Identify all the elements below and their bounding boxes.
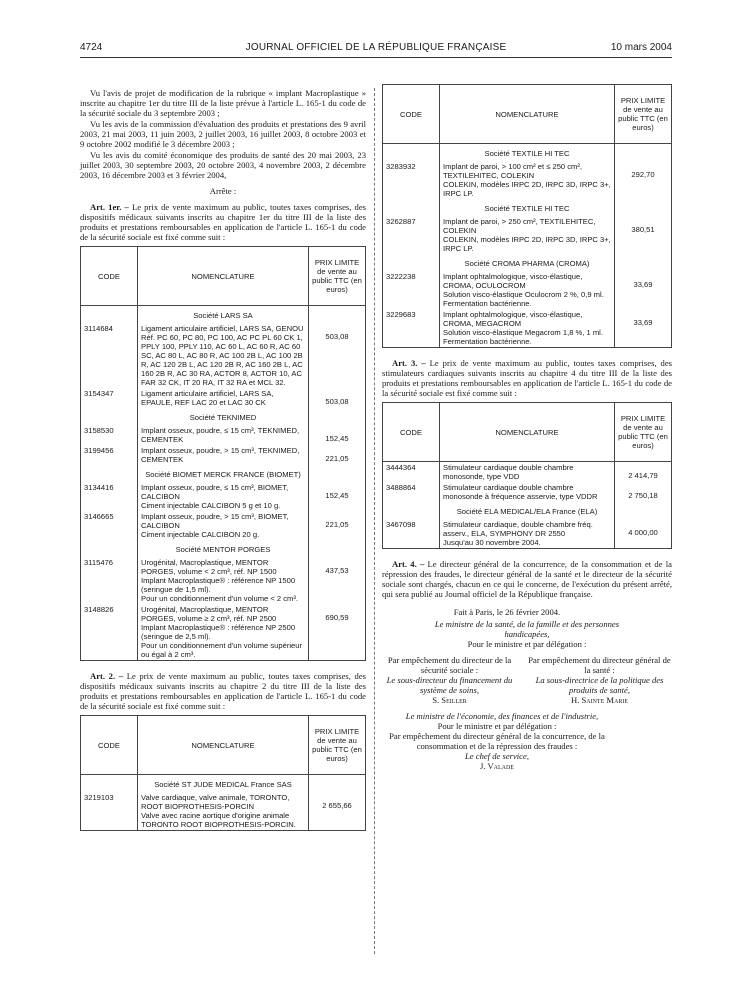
product-code: 3219103: [81, 792, 138, 831]
price-cell: [309, 792, 366, 831]
nomenclature-line: Pour un conditionnement d'un volume supérieur ou égal à 2 cm³.: [141, 641, 303, 659]
price-cell: [615, 502, 672, 519]
price-cell: [615, 462, 672, 483]
col-header-nomenclature: NOMENCLATURE: [440, 403, 615, 462]
nomenclature-line: Valve avec racine aortique d'origine animale TORONTO ROOT BIOPROTHESIS-PORCIN.: [141, 811, 296, 829]
table-row: [81, 323, 366, 388]
product-code: 3114684: [81, 323, 138, 388]
nomenclature-line: Ciment injectable CALCIBON 20 g.: [141, 530, 260, 539]
price-value: 152,45: [325, 434, 349, 443]
article-label: Art. 4. –: [392, 559, 425, 569]
nomenclature-cell: [138, 792, 309, 831]
column-divider: [374, 88, 375, 954]
table-row: [383, 161, 672, 199]
company-row: [81, 540, 366, 557]
code-cell: [81, 408, 138, 425]
article-label: Art. 3. –: [392, 358, 426, 368]
article-text: Le prix de vente maximum au public, toutes taxes comprises, des dispositifs médicaux suivants inscrits au chapitre 2 du titre III de la liste des produits et prestations remboursables en application de l'article L. 165-1 du code de la sécurité sociale est fixé comme suit :: [80, 671, 366, 711]
table-row: [81, 557, 366, 604]
price-value: 2 750,18: [628, 491, 658, 500]
product-code: 3488864: [383, 482, 440, 502]
nomenclature-line: COLEKIN, modèles IRPC 2D, IRPC 3D, IRPC 3+, IRPC LP.: [443, 235, 611, 253]
signature-block: [382, 607, 672, 771]
price-value: 503,08: [325, 397, 349, 406]
product-code: 3148826: [81, 604, 138, 661]
col-header-nomenclature: NOMENCLATURE: [138, 247, 309, 306]
header-rule: [80, 57, 672, 58]
nomenclature-cell: [440, 216, 615, 254]
intro-paragraph: Vu les avis du comité économique des produits de santé des 20 mai 2003, 23 juillet 2003, 30 septembre 2003, 20 octobre 2003, 4 novembre 2003, 2 décembre 2003, 16 décembre 2003 et 3 février 2004,: [80, 150, 366, 180]
signatory-name: H. Sainte Marie: [570, 695, 629, 705]
nomenclature-line: Implant osseux, poudre, ≤ 15 cm³, BIOMET, CALCIBON: [141, 483, 289, 501]
price-value: 2 655,66: [322, 801, 352, 810]
right-column: [382, 84, 672, 771]
nomenclature-line: Urogénital, Macroplastique, MENTOR PORGES, volume ≥ 2 cm³, réf. NP 2500: [141, 605, 277, 623]
col-header-code: CODE: [383, 403, 440, 462]
journal-title: JOURNAL OFFICIEL DE LA RÉPUBLIQUE FRANÇAISE: [245, 42, 507, 53]
nomenclature-cell: [440, 309, 615, 348]
price-cell: [309, 557, 366, 604]
signature-right: [527, 655, 672, 705]
company-row: [81, 775, 366, 793]
table-row: [81, 792, 366, 831]
nomenclature-line: Implant Macroplastique® : référence NP 1500 (seringue de 1,5 ml).: [141, 576, 296, 594]
price-cell: [309, 511, 366, 540]
nomenclature-cell: [138, 511, 309, 540]
product-code: 3262887: [383, 216, 440, 254]
product-code: 3199456: [81, 445, 138, 465]
table-row: [383, 519, 672, 549]
nomenclature-line: Pour un conditionnement d'un volume < 2 cm³.: [141, 594, 298, 603]
minister-title: Le ministre de la santé, de la famille et des personnes handicapées,: [434, 619, 620, 639]
company-name: Société LARS SA: [138, 306, 309, 324]
article-4: [382, 559, 672, 599]
table-row: [81, 604, 366, 661]
signature-text: Par empêchement du directeur général de la santé :: [528, 655, 671, 675]
nomenclature-cell: [440, 519, 615, 549]
price-cell: [615, 161, 672, 199]
price-cell: [309, 465, 366, 482]
signature-text: Par empêchement du directeur de la sécurité sociale :: [387, 655, 512, 675]
nomenclature-line: Jusqu'au 30 novembre 2004.: [443, 538, 541, 547]
code-cell: [383, 199, 440, 216]
price-value: 33,69: [633, 280, 653, 289]
code-cell: [81, 540, 138, 557]
price-value: 2 414,79: [628, 471, 658, 480]
company-name: Société TEXTILE HI TEC: [440, 199, 615, 216]
product-code: 3283932: [383, 161, 440, 199]
price-cell: [309, 425, 366, 445]
nomenclature-line: Implant de paroi, > 100 cm² et ≤ 250 cm², TEXTILEHITEC, COLEKIN: [443, 162, 583, 180]
place-date: Fait à Paris, le 26 février 2004.: [453, 607, 561, 617]
col-header-price: PRIX LIMITE de vente au public TTC (en euros): [309, 247, 366, 306]
col-header-code: CODE: [81, 716, 138, 775]
company-row: [383, 254, 672, 271]
intro-paragraph: Vu l'avis de projet de modification de la rubrique « implant Macroplastique » inscrite au chapitre 1er du titre III de la liste prévue à l'article L. 165-1 du code de la sécurité sociale du 3 septembre 2003 ;: [80, 88, 366, 118]
article-2: [80, 671, 366, 711]
product-code: 3134416: [81, 482, 138, 511]
intro-paragraph: Vu les avis de la commission d'évaluation des produits et prestations des 9 avril 2003, 21 mai 2003, 11 juin 2003, 2 juillet 2003, 16 juillet 2003, 8 octobre 2003 et 9 octobre 2002 modifié le 3 décembre 2003 ;: [80, 119, 366, 149]
signatory-title: Le sous-directeur du financement du système de soins,: [386, 675, 513, 695]
article-label: Art. 1er. –: [90, 202, 129, 212]
delegation-line: Pour le ministre et par délégation :: [437, 721, 557, 731]
table-row: [383, 309, 672, 348]
price-cell: [309, 445, 366, 465]
col-header-code: CODE: [81, 247, 138, 306]
article-label: Art. 2. –: [90, 671, 124, 681]
price-value: 4 000,00: [628, 528, 658, 537]
product-code: 3158530: [81, 425, 138, 445]
signatory-title: La sous-directrice de la politique des produits de santé,: [535, 675, 664, 695]
nomenclature-cell: [138, 425, 309, 445]
article-3: [382, 358, 672, 398]
company-name: Société ELA MEDICAL/ELA France (ELA): [440, 502, 615, 519]
company-row: [81, 306, 366, 324]
company-name: Société BIOMET MERCK FRANCE (BIOMET): [138, 465, 309, 482]
price-value: 221,05: [325, 454, 349, 463]
product-code: 3229683: [383, 309, 440, 348]
table-row: [81, 482, 366, 511]
price-cell: [309, 775, 366, 793]
company-name: Société CROMA PHARMA (CROMA): [440, 254, 615, 271]
article-1: [80, 202, 366, 242]
nomenclature-cell: [138, 482, 309, 511]
table-row: [383, 482, 672, 502]
table-row: [81, 388, 366, 408]
nomenclature-cell: [138, 557, 309, 604]
price-table-1: [80, 246, 366, 661]
price-cell: [309, 482, 366, 511]
company-row: [81, 408, 366, 425]
delegation-line: Pour le ministre et par délégation :: [467, 639, 587, 649]
price-value: 437,53: [325, 566, 349, 575]
price-value: 690,59: [325, 613, 349, 622]
nomenclature-line: Ligament articulaire artificiel, LARS SA, EPAULE, REF LAC 20 et LAC 30 CK: [141, 389, 274, 407]
signature-text: Par empêchement du directeur général de la concurrence, de la consommation et de la répression des fraudes :: [389, 731, 605, 751]
price-cell: [309, 408, 366, 425]
signatory-title: Le chef de service,: [465, 751, 529, 761]
company-row: [383, 502, 672, 519]
nomenclature-line: Stimulateur cardiaque double chambre monosonde à fréquence asservie, type VDDR: [443, 483, 598, 501]
table-row: [81, 425, 366, 445]
price-value: 33,69: [633, 318, 653, 327]
company-row: [383, 144, 672, 162]
nomenclature-line: Valve cardiaque, valve animale, TORONTO, ROOT BIOPROTHESIS-PORCIN: [141, 793, 290, 811]
price-table-2-continued: [382, 84, 672, 348]
issue-date: 10 mars 2004: [610, 42, 672, 53]
product-code: 3146665: [81, 511, 138, 540]
signature-left: [382, 655, 517, 705]
page-header: [80, 42, 672, 56]
price-table-3: [382, 402, 672, 549]
code-cell: [81, 465, 138, 482]
nomenclature-cell: [138, 445, 309, 465]
nomenclature-cell: [138, 323, 309, 388]
price-cell: [615, 216, 672, 254]
nomenclature-line: Stimulateur cardiaque double chambre monosonde, type VDD: [443, 463, 574, 481]
code-cell: [81, 306, 138, 324]
nomenclature-cell: [440, 482, 615, 502]
col-header-nomenclature: NOMENCLATURE: [138, 716, 309, 775]
code-cell: [383, 144, 440, 162]
nomenclature-line: Ciment injectable CALCIBON 5 g et 10 g.: [141, 501, 281, 510]
arrete-heading: Arrête :: [209, 186, 237, 196]
nomenclature-line: Implant ophtalmologique, visco-élastique, CROMA, MEGACROM: [443, 310, 583, 328]
table-row: [383, 462, 672, 483]
product-code: 3222238: [383, 271, 440, 309]
article-text: Le prix de vente maximum au public, toutes taxes comprises, des dispositifs médicaux suivants inscrits au chapitre 1er du titre III de la liste des produits et prestations remboursables en application de l'article L. 165-1 du code de la sécurité sociale est fixé comme suit :: [80, 202, 366, 242]
code-cell: [81, 775, 138, 793]
nomenclature-cell: [440, 161, 615, 199]
nomenclature-line: COLEKIN, modèles IRPC 2D, IRPC 3D, IRPC 3+, IRPC LP.: [443, 180, 611, 198]
table-row: [383, 216, 672, 254]
code-cell: [383, 254, 440, 271]
signature-columns: [382, 655, 672, 705]
left-column: [80, 88, 366, 831]
price-cell: [309, 540, 366, 557]
col-header-price: PRIX LIMITE de vente au public TTC (en euros): [309, 716, 366, 775]
page-number: 4724: [80, 42, 103, 53]
col-header-code: CODE: [383, 85, 440, 144]
company-name: Société ST JUDE MEDICAL France SAS: [138, 775, 309, 793]
nomenclature-line: Réf. PC 60, PC 80, PC 100, AC PC PL 60 CK 1, PPLY 100, PPLY 110, AC 60 L, AC 60 R, AC 60 SC, AC 80 L, AC 80 R, AC 100 2B L, AC 100 2B R, AC 120 2B L, AC 120 2B R, AC 160 2B L, AC 160 2B R, AC 30 RA, ACTOR 8, ACTOR 10, AC FAR 32 CK, IT 20 RA, IT 32 RA et MCL 32.: [141, 333, 303, 387]
nomenclature-line: Stimulateur cardiaque, double chambre fréq. asserv., ELA, SYMPHONY DR 2550: [443, 520, 593, 538]
price-cell: [615, 144, 672, 162]
minister-title: Le ministre de l'économie, des finances et de l'industrie,: [405, 711, 599, 721]
product-code: 3467098: [383, 519, 440, 549]
code-cell: [383, 502, 440, 519]
price-value: 503,08: [325, 332, 349, 341]
nomenclature-line: Solution visco-élastique Megacrom 1,8 %, 1 ml. Fermentation bactérienne.: [443, 328, 603, 346]
col-header-nomenclature: NOMENCLATURE: [440, 85, 615, 144]
table-row: [81, 511, 366, 540]
table-row: [81, 445, 366, 465]
product-code: 3115476: [81, 557, 138, 604]
nomenclature-line: Urogénital, Macroplastique, MENTOR PORGES, volume < 2 cm³, réf. NP 1500: [141, 558, 277, 576]
nomenclature-line: Solution visco-élastique Oculocrom 2 %, 0,9 ml. Fermentation bactérienne.: [443, 290, 604, 308]
nomenclature-line: Implant ophtalmologique, visco-élastique, CROMA, OCULOCROM: [443, 272, 583, 290]
nomenclature-cell: [440, 462, 615, 483]
price-cell: [615, 271, 672, 309]
product-code: 3444364: [383, 462, 440, 483]
nomenclature-cell: [138, 604, 309, 661]
product-code: 3154347: [81, 388, 138, 408]
price-value: 292,70: [631, 170, 655, 179]
price-value: 221,05: [325, 520, 349, 529]
price-value: 152,45: [325, 491, 349, 500]
price-value: 380,51: [631, 225, 655, 234]
price-cell: [309, 323, 366, 388]
price-cell: [615, 519, 672, 549]
company-name: Société MENTOR PORGES: [138, 540, 309, 557]
nomenclature-line: Implant osseux, poudre, ≤ 15 cm³, TEKNIMED, CEMENTEK: [141, 426, 300, 444]
signatory-name: S. Seiller: [432, 695, 467, 705]
price-table-2: [80, 715, 366, 831]
company-name: Société TEXTILE HI TEC: [440, 144, 615, 162]
price-cell: [615, 199, 672, 216]
col-header-price: PRIX LIMITE de vente au public TTC (en euros): [615, 85, 672, 144]
company-row: [383, 199, 672, 216]
nomenclature-line: Ligament articulaire artificiel, LARS SA, GENOU: [141, 324, 304, 333]
article-text: Le prix de vente maximum au public, toutes taxes comprises, des stimulateurs cardiaques suivants inscrits au chapitre 4 du titre III de la liste des produits et prestations remboursables en application de l'article L. 165-1 du code de la sécurité sociale est fixé comme suit :: [382, 358, 672, 398]
company-row: [81, 465, 366, 482]
nomenclature-line: Implant osseux, poudre, > 15 cm³, BIOMET, CALCIBON: [141, 512, 289, 530]
price-cell: [309, 604, 366, 661]
article-text: Le directeur général de la concurrence, de la consommation et de la répression des fraudes, le directeur général de la santé et le directeur de la sécurité sociale sont chargés, chacun en ce qui le concerne, de l'exécution du présent arrêté, qui sera publié au Journal officiel de la République française.: [382, 559, 672, 599]
price-cell: [309, 388, 366, 408]
table-row: [383, 271, 672, 309]
nomenclature-line: Implant osseux, poudre, > 15 cm³, TEKNIMED, CEMENTEK: [141, 446, 300, 464]
price-cell: [309, 306, 366, 324]
nomenclature-cell: [138, 388, 309, 408]
price-cell: [615, 254, 672, 271]
signatory-name: J. Valade: [479, 761, 515, 771]
nomenclature-cell: [440, 271, 615, 309]
nomenclature-line: Implant Macroplastique® : référence NP 2500 (seringue de 2,5 ml).: [141, 623, 296, 641]
price-cell: [615, 482, 672, 502]
price-cell: [615, 309, 672, 348]
company-name: Société TEKNIMED: [138, 408, 309, 425]
nomenclature-line: Implant de paroi, > 250 cm², TEXTILEHITEC, COLEKIN: [443, 217, 596, 235]
col-header-price: PRIX LIMITE de vente au public TTC (en euros): [615, 403, 672, 462]
